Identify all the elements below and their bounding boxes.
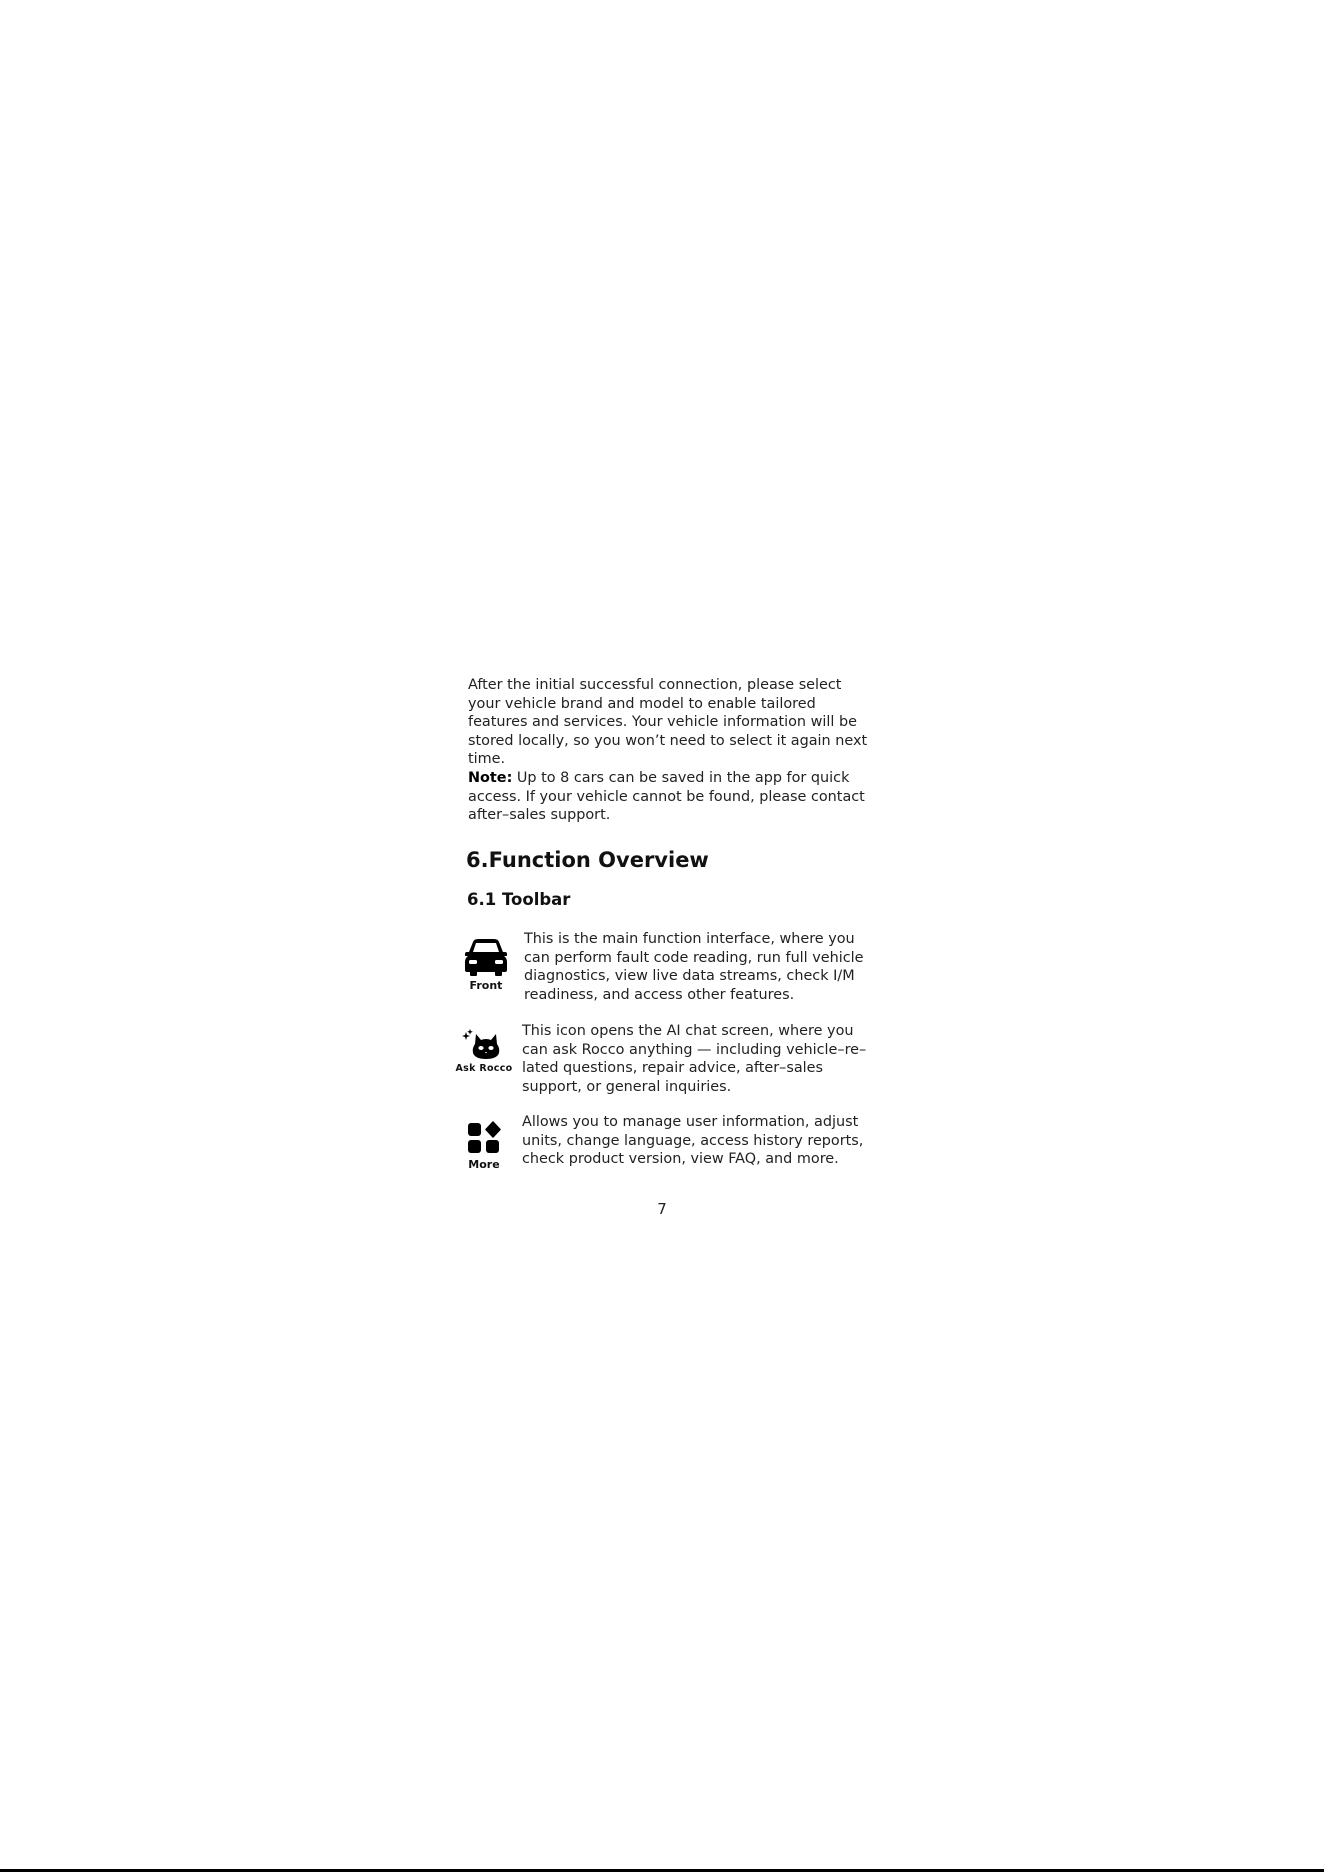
toolbar-item-more	[456, 1113, 876, 1193]
toolbar-item-ask-rocco	[456, 1022, 876, 1102]
toolbar-icon-ask-rocco	[454, 1028, 514, 1074]
toolbar-item-front	[456, 930, 876, 1010]
intro-block	[468, 676, 868, 825]
car-icon	[464, 938, 508, 976]
note-label: Note:	[468, 769, 513, 786]
intro-paragraph: After the initial successful connection, please select your vehicle brand and model to enable tailored features and services. Your vehicle information will be stored locally, so you won’t need to select it again next time.	[468, 677, 868, 768]
toolbar-label-ask-rocco: Ask Rocco	[455, 1063, 513, 1074]
subsection-title: 6.1 Toolbar	[467, 890, 571, 909]
page-number: 7	[657, 1200, 667, 1218]
note-paragraph	[468, 769, 868, 825]
toolbar-icon-front	[456, 938, 516, 992]
toolbar-desc-ask-rocco: This icon opens the AI chat screen, where you can ask Rocco anything — including vehicle–re–lated questions, repair advice, after–sales support, or general inquiries.	[522, 1023, 867, 1095]
section-title: 6.Function Overview	[466, 848, 709, 872]
toolbar-icon-more	[454, 1121, 514, 1171]
toolbar-desc-more: Allows you to manage user information, adjust units, change language, access history reports, check product version, view FAQ, and more.	[522, 1114, 864, 1168]
cat-icon	[460, 1028, 508, 1060]
note-text: Up to 8 cars can be saved in the app for quick access. If your vehicle cannot be found, please contact after–sales support.	[468, 769, 865, 824]
toolbar-label-more: More	[468, 1158, 500, 1171]
grid-icon	[467, 1121, 501, 1155]
toolbar-desc-front: This is the main function interface, where you can perform fault code reading, run full vehicle diagnostics, view live data streams, check I/M readiness, and access other features.	[524, 931, 864, 1003]
toolbar-label-front: Front	[469, 979, 503, 992]
